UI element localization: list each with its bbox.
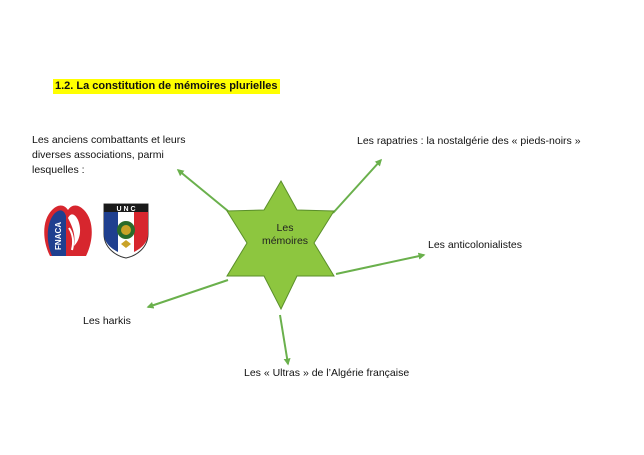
slide-title: 1.2. La constitution de mémoires plurielles [55,80,278,92]
label-ultras: Les « Ultras » de l’Algérie française [244,367,410,379]
label-anticolonialistes: Les anticolonialistes [428,239,522,251]
fnaca-logo [38,200,98,258]
arrow-ultras [280,315,288,364]
unc-logo-letters: U N C [116,206,136,213]
label-anciens-line3: lesquelles : [32,164,85,176]
arrow-rapatries [333,160,381,213]
unc-shield-logo [102,200,150,260]
label-harkis: Les harkis [83,315,131,327]
center-label-line2: mémoires [261,235,309,247]
center-label-line1: Les [276,222,294,234]
label-anciens-line2: diverses associations, parmi [32,149,164,161]
arrow-anticolonialistes [336,255,424,274]
label-anciens-combattants [32,133,186,178]
fnaca-logo-text: FNACA [54,222,63,250]
label-rapatries: Les rapatries : la nostalgérie des « pieds-noirs » [357,135,581,147]
label-anciens-line1: Les anciens combattants et leurs [32,134,186,146]
arrow-harkis [148,280,228,307]
center-label [250,222,320,248]
